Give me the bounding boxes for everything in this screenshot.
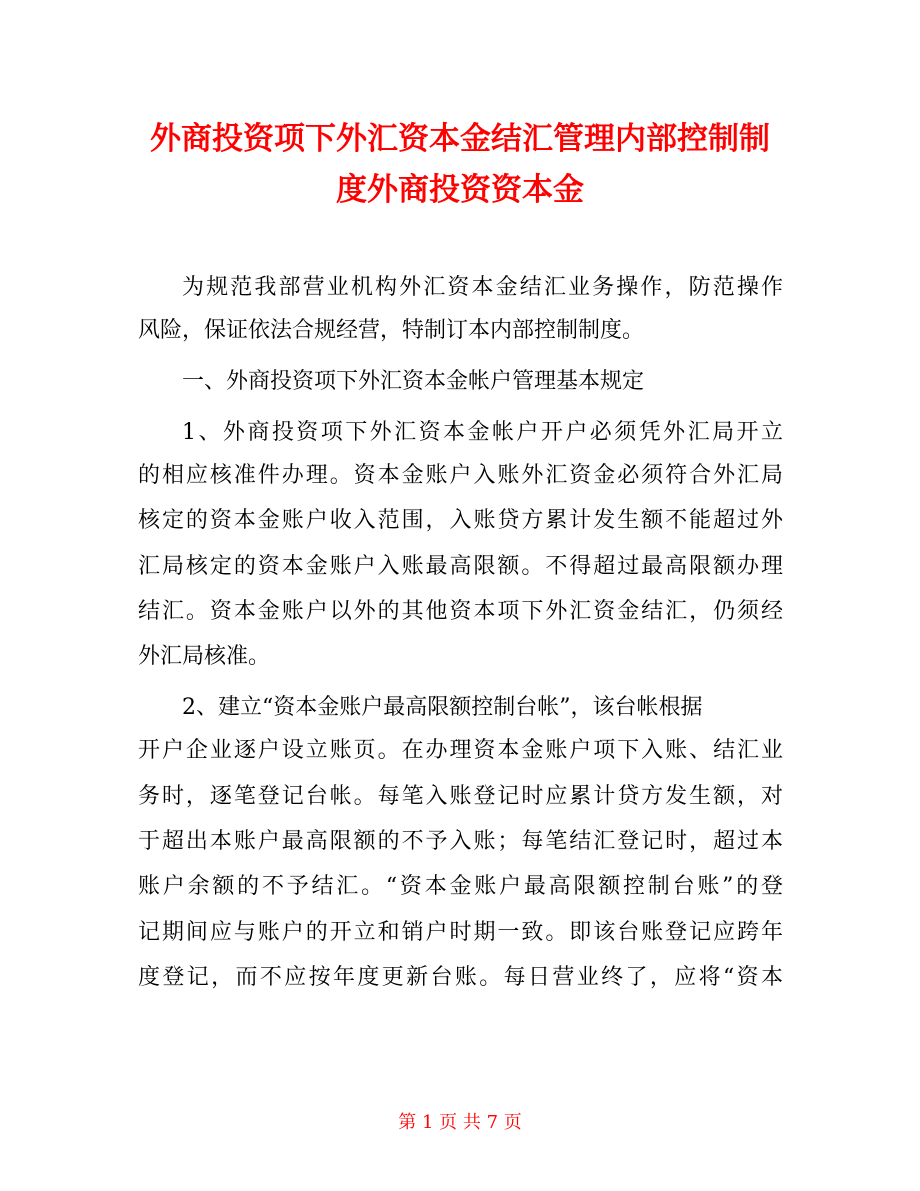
paragraph-line: 的相应核准件办理。资本金账户入账外汇资金必须符合外汇局 [138, 463, 783, 488]
paragraph-line: 度登记，而不应按年度更新台账。每日营业终了，应将“资本 [138, 965, 783, 990]
paragraph-line: 核定的资本金账户收入范围，入账贷方累计发生额不能超过外 [138, 508, 783, 533]
paragraph-line: 务时，逐笔登记台帐。每笔入账登记时应累计贷方发生额，对 [138, 784, 783, 809]
section-heading: 一、外商投资项下外汇资本金帐户管理基本规定 [182, 369, 645, 394]
paragraph-line: 2、建立“资本金账户最高限额控制台帐”，该台帐根据 [182, 695, 703, 720]
document-title-line-1: 外商投资项下外汇资本金结汇管理内部控制制 [150, 121, 770, 157]
paragraph-line: 风险，保证依法合规经营，特制订本内部控制制度。 [138, 318, 645, 343]
paragraph-line: 为规范我部营业机构外汇资本金结汇业务操作，防范操作 [182, 275, 783, 300]
paragraph-line: 汇局核定的资本金账户入账最高限额。不得超过最高限额办理 [138, 554, 783, 579]
paragraph-line: 1、外商投资项下外汇资本金帐户开户必须凭外汇局开立 [182, 420, 783, 445]
paragraph-line: 结汇。资本金账户以外的其他资本项下外汇资金结汇，仍须经 [138, 599, 783, 624]
paragraph-line: 于超出本账户最高限额的不予入账；每笔结汇登记时，超过本 [138, 829, 783, 854]
document-title-line-2: 度外商投资资本金 [336, 172, 584, 208]
paragraph-line: 账户余额的不予结汇。“资本金账户最高限额控制台账”的登 [138, 874, 783, 899]
page-number-footer: 第 1 页 共 7 页 [398, 1112, 522, 1133]
paragraph-line: 记期间应与账户的开立和销户时期一致。即该台账登记应跨年 [138, 920, 783, 945]
paragraph-line: 开户企业逐户设立账页。在办理资本金账户项下入账、结汇业 [138, 738, 783, 763]
paragraph-line: 外汇局核准。 [138, 644, 271, 669]
